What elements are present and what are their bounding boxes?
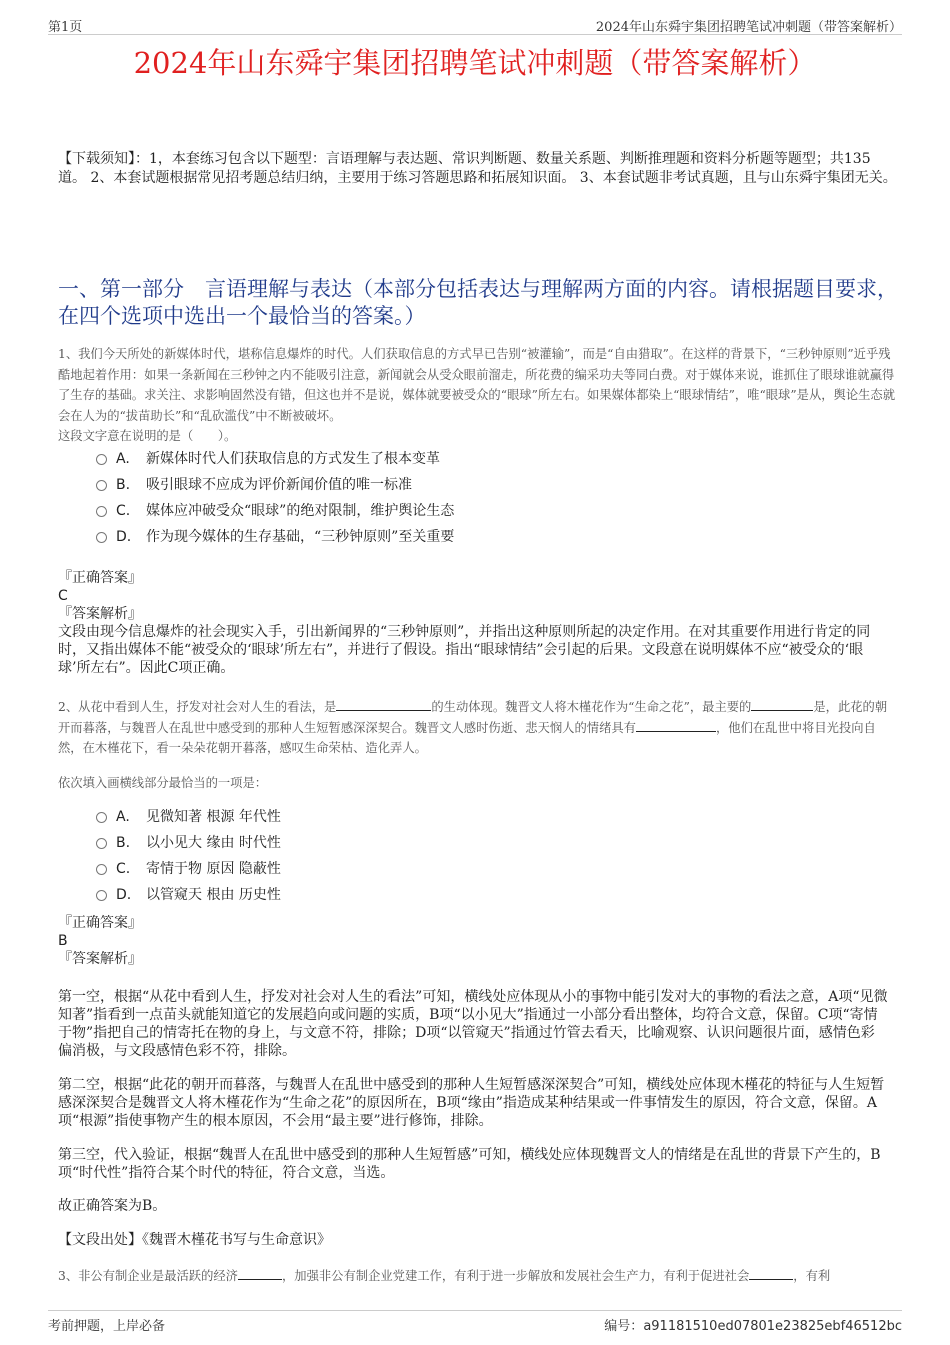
page-header [48, 14, 902, 35]
section-heading: 一、第一部分 言语理解与表达（本部分包括表达与理解两方面的内容。请根据题目要求，在四个选项中选出一个最恰当的答案。） [58, 277, 898, 328]
q1-option-b[interactable]: B. 吸引眼球不应成为评价新闻价值的唯一标准 [96, 472, 796, 498]
header-doc-title: 2024年山东舜宇集团招聘笔试冲刺题（带答案解析） [595, 20, 902, 35]
radio-icon[interactable] [96, 838, 107, 849]
radio-icon[interactable] [96, 532, 107, 543]
analysis-label: 『答案解析』 [58, 606, 142, 622]
radio-icon[interactable] [96, 506, 107, 517]
answer-value: C [58, 588, 68, 604]
radio-icon[interactable] [96, 454, 107, 465]
radio-icon[interactable] [96, 480, 107, 491]
blank-1 [238, 1267, 282, 1280]
page-title: 2024年山东舜宇集团招聘笔试冲刺题（带答案解析） [133, 46, 817, 80]
blank-3 [636, 719, 716, 732]
question-1-stem [58, 344, 898, 447]
q1-option-c[interactable]: C. 媒体应冲破受众“眼球”的绝对限制，维护舆论生态 [96, 498, 796, 524]
answer-value: B [58, 933, 68, 949]
answer-label: 『正确答案』 [58, 915, 142, 931]
page-number: 第1页 [48, 20, 83, 35]
footer-slogan: 考前押题，上岸必备 [48, 1319, 166, 1334]
blank-1 [336, 698, 431, 711]
page-footer [48, 1310, 902, 1334]
analysis-paragraph-3: 第三空，代入验证，根据“魏晋人在乱世中感受到的那种人生短暂感”可知，横线处应体现魏晋文人的情绪是在乱世的背景下产生的，B项“时代性”指符合某个时代的特征，符合文意，当选。 [58, 1147, 881, 1181]
analysis-paragraph-1: 第一空，根据“从花中看到人生，抒发对社会对人生的看法”可知，横线处应体现从小的事物中能引发对大的事物的看法之意，A项“见微知著”指看到一点苗头就能知道它的发展趋向或问题的实质，B项“以小见大”指通过一小部分看出整体，均符合文意，保留。C项“寄情于物”指把自己的情寄托在物的身上，与文意不符，排除；D项“以管窥天”指通过竹管去看天，比喻观察、认识问题很片面，感情色彩偏消极，与文段感情色彩不符，排除。 [58, 989, 888, 1059]
source-citation: 【文段出处】《魏晋木槿花书写与生命意识》 [58, 1232, 331, 1248]
q1-option-a[interactable]: A. 新媒体时代人们获取信息的方式发生了根本变革 [96, 446, 796, 472]
download-notice: 【下载须知】：1，本套练习包含以下题型：言语理解与表达题、常识判断题、数量关系题、判断推理题和资料分析题等题型；共135道。 2、本套试题根据常见招考题总结归纳，主要用于练习答题思路和拓展知识面。 3、本套试题非考试真题，且与山东舜宇集团无关。 [58, 151, 897, 186]
question-1-prompt: 这段文字意在说明的是（ ）。 [58, 429, 237, 443]
analysis-paragraph-2: 第二空，根据“此花的朝开而暮落，与魏晋人在乱世中感受到的那种人生短暂感深深契合”可知，横线处应体现木槿花的特征与人生短暂感深深契合是魏晋文人将木槿花作为“生命之花”的原因所在，B项“缘由”指造成某种结果或一件事情发生的原因，符合文意，保留。A项“根源”指使事物产生的根本原因，不会用“最主要”进行修饰，排除。 [58, 1077, 885, 1129]
analysis-label: 『答案解析』 [58, 951, 142, 967]
question-1-options [96, 446, 796, 550]
question-3-stem: 3、非公有制企业是最活跃的经济 ，加强非公有制企业党建工作，有利于进一步解放和发展社会生产力，有利于促进社会 ，有利 [58, 1269, 831, 1283]
blank-2 [749, 1267, 793, 1280]
question-2-stem: 2、从花中看到人生，抒发对社会对人生的看法，是 的生动体现。魏晋文人将木槿花作为“生命之花”，最主要的 是，此花的朝开而暮落，与魏晋人在乱世中感受到的那种人生短暂感深深契合。魏晋文人感时伤逝、悲天悯人的情绪具有 ，他们在乱世中将目光投向自然，在木槿花下，看一朵朵花朝开暮落，感叹生命荣枯、造化弄人。 [58, 700, 888, 755]
question-2-options [96, 804, 796, 908]
radio-icon[interactable] [96, 890, 107, 901]
q2-option-c[interactable]: C. 寄情于物 原因 隐蔽性 [96, 856, 796, 882]
q2-option-a[interactable]: A. 见微知著 根源 年代性 [96, 804, 796, 830]
question-2-answer-block [58, 914, 888, 968]
question-1-text: 1、我们今天所处的新媒体时代，堪称信息爆炸的时代。人们获取信息的方式早已告别“被灌输”，而是“自由猎取”。在这样的背景下，“三秒钟原则”近乎残酷地起着作用：如果一条新闻在三秒钟之内不能吸引注意，新闻就会从受众眼前溜走，所花费的编采功夫等同白费。对于媒体来说，谁抓住了眼球谁就赢得了生存的基础。求关注、求影响固然没有错，但这也并不是说，媒体就要被受众的“眼球”所左右。如果媒体都染上“眼球情结”，唯“眼球”是从，舆论生态就会在人为的“拔苗助长”和“乱砍滥伐”中不断被破坏。 [58, 347, 896, 423]
radio-icon[interactable] [96, 812, 107, 823]
blank-2 [751, 698, 813, 711]
footer-code: 编号：a91181510ed07801e23825ebf46512bc [604, 1319, 902, 1334]
analysis-text: 文段由现今信息爆炸的社会现实入手，引出新闻界的“三秒钟原则”，并指出这种原则所起的决定作用。在对其重要作用进行肯定的同时，又指出媒体不能“被受众的‘眼球’所左右”，并进行了假设。指出“眼球情结”会引起的后果。文段意在说明媒体不应“被受众的‘眼球’所左右”。因此C项正确。 [58, 624, 871, 676]
q2-option-d[interactable]: D. 以管窥天 根由 历史性 [96, 882, 796, 908]
analysis-conclusion: 故正确答案为B。 [58, 1198, 167, 1214]
radio-icon[interactable] [96, 864, 107, 875]
q1-option-d[interactable]: D. 作为现今媒体的生存基础，“三秒钟原则”至关重要 [96, 524, 796, 550]
question-2-prompt: 依次填入画横线部分最恰当的一项是： [58, 776, 268, 790]
answer-label: 『正确答案』 [58, 570, 142, 586]
q2-option-b[interactable]: B. 以小见大 缘由 时代性 [96, 830, 796, 856]
question-1-answer-block [58, 569, 888, 677]
